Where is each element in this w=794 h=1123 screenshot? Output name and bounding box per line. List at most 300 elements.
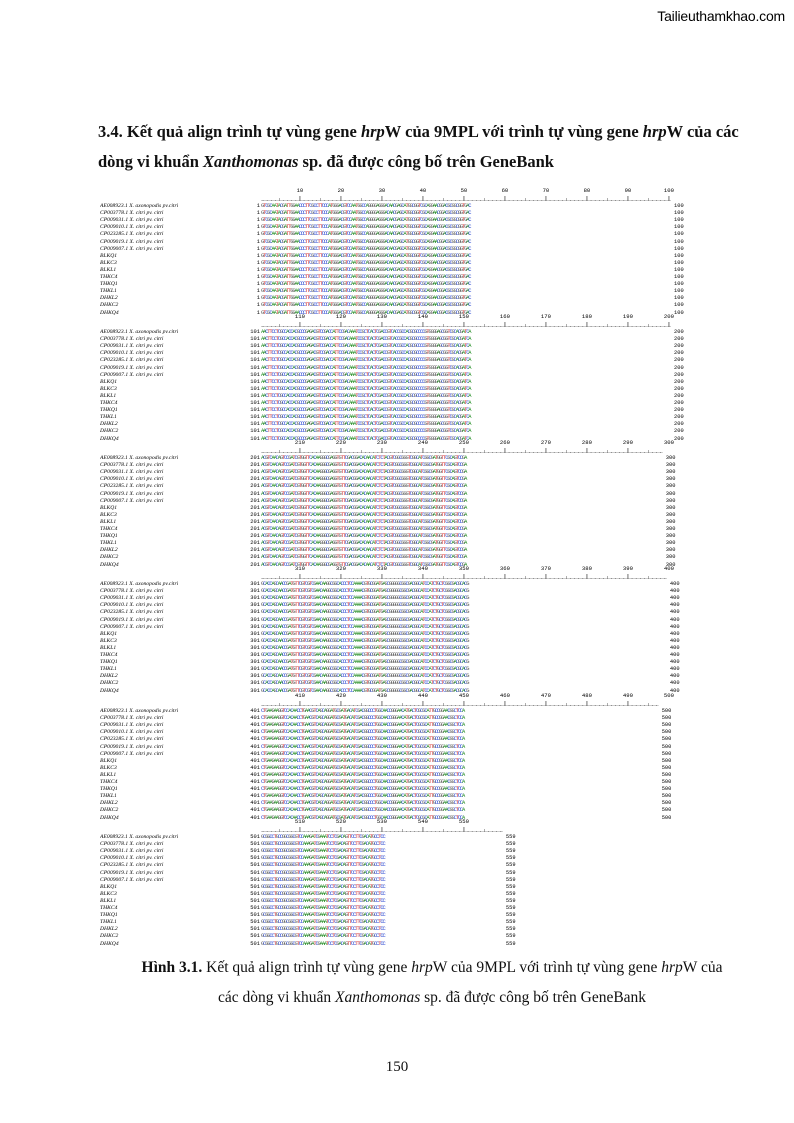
sequence-end: 400 [669, 666, 680, 673]
alignment-row [100, 751, 700, 758]
sequence-start: 1 [256, 224, 260, 231]
sequence-residues: AACTTCCTCGCCACCACGCCCGAGACGTCCGACCATTCCGACAAATCCGCTCACTCGACCGTCACCGCCACGCGCCCCGTGGGGAGCGGTCGCACGATCA [261, 385, 471, 392]
alignment-row [100, 302, 700, 309]
heading-text-3: W của các dòng vi khuẩn [98, 122, 739, 171]
sequence-name: CP009010.1 X. citri pv. citri [100, 224, 164, 231]
sequence-start: 101 [250, 371, 260, 378]
alignment-row [100, 841, 700, 848]
alignment-row [100, 343, 700, 350]
page-number: 150 [385, 1059, 409, 1075]
sequence-end: 500 [661, 736, 672, 743]
ruler-label: 20 [337, 187, 345, 194]
ruler-label: 150 [458, 313, 469, 320]
alignment-row [100, 350, 700, 357]
sequence-end: 300 [665, 490, 676, 497]
alignment-row [100, 609, 700, 616]
sequence-residues: GTCGCAATACGATTGGAACCCTTCGCCTTCCCATGGGACGTCCAATGGCCAGGGGAGGGACAACGAGCATGGCGGTCGCAGGAACGGACGCGGCGGTGAC [261, 281, 471, 288]
sequence-start: 401 [250, 722, 260, 729]
sequence-end: 100 [674, 281, 684, 288]
sequence-name: DHKL2 [100, 926, 118, 933]
ruler-numbers [100, 565, 700, 573]
sequence-end: 500 [661, 757, 672, 764]
sequence-residues: ACGTCAACAGTCCGATCGTGGTTCACAAGGGCGAGGTGTTCGACGGACACAACATCTCTACGTCGGCGGGTCGGCATCGGCGATGGTTCGCAGTCCGA [261, 540, 467, 547]
sequence-start: 301 [250, 616, 260, 623]
sequence-name: CP009031.1 X. citri pv. citri [100, 343, 164, 350]
caption-text-4: các dòng vi khuẩn [217, 989, 336, 1006]
sequence-start: 101 [250, 329, 260, 335]
sequence-start: 401 [250, 771, 260, 778]
alignment-row [100, 680, 700, 687]
sequence-start: 501 [250, 848, 260, 855]
sequence-name: CP009007.1 X. citri pv. citri [100, 245, 164, 252]
sequence-end: 400 [669, 680, 680, 687]
sequence-end: 559 [505, 890, 516, 897]
ruler-label: 290 [622, 439, 633, 446]
sequence-end: 400 [669, 687, 680, 694]
sequence-end: 200 [674, 343, 684, 350]
sequence-residues: GTCGCAATACGATTGGAACCCTTCGCCTTCCCATGGGACGTCCAATGGCCAGGGGAGGGACAACGAGCATGGCGGTCGCAGGAACGGACGCGGCGGTGAC [261, 210, 471, 217]
sequence-start: 501 [250, 933, 260, 940]
ruler-label: 140 [417, 313, 428, 320]
sequence-residues: CTGAAGAAGGTCCACAACCTGAACGTCAGCAGGATGCGATGACATCGACGGCCCTGGCAACCGGGAACATGACTCGCGCATTGCCGGAACGGCTCCA [261, 715, 465, 722]
sequence-end: 100 [674, 245, 684, 252]
sequence-residues: AACTTCCTCGCCACCACGCCCGAGACGTCCGACCATTCCGACAAATCCGCTCACTCGACCGTCACCGCCACGCGCCCCGTGGGGAGCGGTCGCACGATCA [261, 371, 471, 378]
alignment-row [100, 260, 700, 267]
sequence-name: CP023285.1 X. citri pv. citri [100, 483, 164, 490]
alignment-row [100, 786, 700, 793]
alignment-row [100, 673, 700, 680]
alignment-row [100, 554, 700, 561]
sequence-end: 100 [674, 238, 684, 245]
sequence-start: 501 [250, 869, 260, 876]
alignment-row [100, 498, 700, 505]
ruler-label: 160 [499, 313, 510, 320]
sequence-end: 500 [661, 750, 672, 757]
ruler-label: 260 [499, 439, 510, 446]
sequence-name: CP009007.1 X. citri pv. citri [100, 371, 164, 378]
sequence-residues: ACGTCAACAGTCCGATCGTGGTTCACAAGGGCGAGGTGTTCGACGGACACAACATCTCTACGTCGGCGGGTCGGCATCGGCGATGGTTCGCAGTCCGA [261, 561, 467, 568]
sequence-residues: AACTTCCTCGCCACCACGCCCGAGACGTCCGACCATTCCGACAAATCCGCTCACTCGACCGTCACCGCCACGCGCCCCGTGGGGAGCGGTCGCACGATCA [261, 364, 471, 371]
alignment-row [100, 533, 700, 540]
alignment-row [100, 393, 700, 400]
sequence-name: BLKC3 [100, 890, 117, 897]
ruler-label: 300 [663, 439, 674, 446]
sequence-name: CP009019.1 X. citri pv. citri [100, 869, 164, 876]
sequence-start: 401 [250, 800, 260, 807]
sequence-residues: ACGTCAACAGTCCGATCGTGGTTCACAAGGGCGAGGTGTTCGACGGACACAACATCTCTACGTCGGCGGGTCGGCATCGGCGATGGTTCGCAGTCCGA [261, 554, 467, 561]
sequence-residues: CTGAAGAAGGTCCACAACCTGAACGTCAGCAGGATGCGATGACATCGACGGCCCTGGCAACCGGGAACATGACTCGCGCATTGCCGGAACGGCTCCA [261, 786, 465, 793]
sequence-name: CP009031.1 X. citri pv. citri [100, 722, 164, 729]
alignment-row [100, 807, 700, 814]
ruler-label: 210 [294, 439, 305, 446]
sequence-name: THKC4 [100, 652, 118, 658]
sequence-end: 500 [661, 722, 672, 729]
alignment-row [100, 729, 700, 736]
alignment-row [100, 744, 700, 751]
sequence-name: CP003778.1 X. citri pv. citri [100, 841, 164, 848]
sequence-start: 1 [256, 266, 260, 273]
sequence-start: 101 [250, 357, 260, 364]
sequence-start: 101 [250, 378, 260, 385]
alignment-block [100, 313, 700, 442]
sequence-name: AE008923.1 X. axonopodis pv.citri [100, 834, 179, 840]
sequence-start: 401 [250, 708, 260, 714]
sequence-name: DHKC2 [100, 428, 119, 435]
alignment-row [100, 926, 700, 933]
alignment-row [100, 884, 700, 891]
sequence-residues: CTGAAGAAGGTCCACAACCTGAACGTCAGCAGGATGCGATGACATCGACGGCCCTGGCAACCGGGAACATGACTCGCGCATTGCCGGAACGGCTCCA [261, 771, 465, 778]
sequence-residues: GCACCAGCAACCGATGTTCGTCGTCGAACAAGGCGGCACCCTCCAAAACGTGCGGATGAGCGGGGGCGGCGACGGCATCCATCTGCTCGGCGACGCACG [261, 687, 469, 694]
alignment-row [100, 400, 700, 407]
sequence-name: BLKC3 [100, 259, 117, 266]
sequence-end: 400 [669, 652, 680, 658]
alignment-row [100, 645, 700, 652]
sequence-start: 1 [256, 210, 260, 217]
site-watermark: Tailieuthamkhao.com [657, 8, 785, 24]
ruler-label: 390 [622, 565, 633, 572]
sequence-residues: ACGTCAACAGTCCGATCGTGGTTCACAAGGGCGAGGTGTTCGACGGACACAACATCTCTACGTCGGCGGGTCGGCATCGGCGATGGTTCGCAGTCCGA [261, 511, 467, 518]
sequence-residues: GCGGCCTGCCGGCGGCGTCCAAAGATCGAAATCCTCGACAGTTCCTTCGACATGCCTCC [261, 933, 385, 940]
sequence-name: CP009007.1 X. citri pv. citri [100, 497, 164, 504]
ruler-numbers [100, 439, 700, 447]
sequence-start: 201 [250, 490, 260, 497]
ruler-label: 410 [294, 692, 305, 699]
sequence-name: DHKL2 [100, 673, 118, 680]
alignment-block [100, 187, 700, 316]
sequence-residues: GTCGCAATACGATTGGAACCCTTCGCCTTCCCATGGGACGTCCAATGGCCAGGGGAGGGACAACGAGCATGGCGGTCGCAGGAACGGACGCGGCGGTGAC [261, 245, 471, 252]
sequence-residues: CTGAAGAAGGTCCACAACCTGAACGTCAGCAGGATGCGATGACATCGACGGCCCTGGCAACCGGGAACATGACTCGCGCATTGCCGGAACGGCTCCA [261, 729, 465, 736]
ruler-label: 370 [540, 565, 551, 572]
sequence-residues: ACGTCAACAGTCCGATCGTGGTTCACAAGGGCGAGGTGTTCGACGGACACAACATCTCTACGTCGGCGGGTCGGCATCGGCGATGGTTCGCAGTCCGA [261, 455, 467, 461]
sequence-residues: CTGAAGAAGGTCCACAACCTGAACGTCAGCAGGATGCGATGACATCGACGGCCCTGGCAACCGGGAACATGACTCGCGCATTGCCGGAACGGCTCCA [261, 793, 465, 800]
sequence-name: BLKC3 [100, 385, 117, 392]
ruler-label: 360 [499, 565, 510, 572]
sequence-residues: ACGTCAACAGTCCGATCGTGGTTCACAAGGGCGAGGTGTTCGACGGACACAACATCTCTACGTCGGCGGGTCGGCATCGGCGATGGTTCGCAGTCCGA [261, 533, 467, 540]
sequence-start: 301 [250, 666, 260, 673]
ruler-ticks [100, 447, 700, 453]
sequence-name: THKC4 [100, 905, 118, 911]
sequence-residues: GTCGCAATACGATTGGAACCCTTCGCCTTCCCATGGGACGTCCAATGGCCAGGGGAGGGACAACGAGCATGGCGGTCGCAGGAACGGACGCGGCGGTGAC [261, 295, 471, 302]
sequence-residues: CTGAAGAAGGTCCACAACCTGAACGTCAGCAGGATGCGATGACATCGACGGCCCTGGCAACCGGGAACATGACTCGCGCATTGCCGGAACGGCTCCA [261, 750, 465, 757]
sequence-name: CP009031.1 X. citri pv. citri [100, 848, 164, 855]
sequence-start: 1 [256, 259, 260, 266]
alignment-row [100, 491, 700, 498]
sequence-name: DHKL2 [100, 547, 118, 554]
sequence-end: 300 [665, 476, 676, 483]
sequence-start: 401 [250, 814, 260, 821]
alignment-row [100, 469, 700, 476]
sequence-end: 559 [505, 897, 516, 904]
sequence-end: 200 [674, 378, 684, 385]
sequence-end: 100 [674, 295, 684, 302]
ruler-label: 110 [294, 313, 305, 320]
alignment-row [100, 624, 700, 631]
sequence-end: 500 [661, 814, 672, 821]
caption-label: Hình 3.1. [141, 959, 203, 976]
sequence-name: CP023285.1 X. citri pv. citri [100, 862, 164, 869]
ruler-label: 40 [419, 187, 427, 194]
ruler-label: 190 [622, 313, 633, 320]
sequence-residues: GTCGCAATACGATTGGAACCCTTCGCCTTCCCATGGGACGTCCAATGGCCAGGGGAGGGACAACGAGCATGGCGGTCGCAGGAACGGACGCGGCGGTGAC [261, 309, 471, 316]
sequence-residues: ACGTCAACAGTCCGATCGTGGTTCACAAGGGCGAGGTGTTCGACGGACACAACATCTCTACGTCGGCGGGTCGGCATCGGCGATGGTTCGCAGTCCGA [261, 526, 467, 532]
sequence-residues: GCGGCCTGCCGGCGGCGTCCAAAGATCGAAATCCTCGACAGTTCCTTCGACATGCCTCC [261, 855, 385, 862]
sequence-start: 301 [250, 623, 260, 630]
sequence-end: 400 [669, 588, 680, 595]
ruler-ticks [100, 195, 700, 201]
sequence-residues: CTGAAGAAGGTCCACAACCTGAACGTCAGCAGGATGCGATGACATCGACGGCCCTGGCAACCGGGAACATGACTCGCGCATTGCCGGAACGGCTCCA [261, 708, 465, 714]
alignment-row [100, 758, 700, 765]
alignment-row [100, 455, 700, 462]
sequence-residues: CTGAAGAAGGTCCACAACCTGAACGTCAGCAGGATGCGATGACATCGACGGCCCTGGCAACCGGGAACATGACTCGCGCATTGCCGGAACGGCTCCA [261, 807, 465, 814]
sequence-residues: ACGTCAACAGTCCGATCGTGGTTCACAAGGGCGAGGTGTTCGACGGACACAACATCTCTACGTCGGCGGGTCGGCATCGGCGATGGTTCGCAGTCCGA [261, 497, 467, 504]
alignment-row [100, 617, 700, 624]
ruler-label: 320 [335, 565, 346, 572]
sequence-end: 559 [505, 905, 516, 911]
sequence-residues: AACTTCCTCGCCACCACGCCCGAGACGTCCGACCATTCCGACAAATCCGCTCACTCGACCGTCACCGCCACGCGCCCCGTGGGGAGCGGTCGCACGATCA [261, 392, 471, 399]
sequence-end: 500 [661, 764, 672, 771]
sequence-residues: GCACCAGCAACCGATGTTCGTCGTCGAACAAGGCGGCACCCTCCAAAACGTGCGGATGAGCGGGGGCGGCGACGGCATCCATCTGCTCGGCGACGCACG [261, 666, 469, 673]
sequence-start: 401 [250, 764, 260, 771]
sequence-residues: AACTTCCTCGCCACCACGCCCGAGACGTCCGACCATTCCGACAAATCCGCTCACTCGACCGTCACCGCCACGCGCCCCGTGGGGAGCGGTCGCACGATCA [261, 336, 471, 343]
ruler-label: 280 [581, 439, 592, 446]
sequence-residues: GCACCAGCAACCGATGTTCGTCGTCGAACAAGGCGGCACCCTCCAAAACGTGCGGATGAGCGGGGGCGGCGACGGCATCCATCTGCTCGGCGACGCACG [261, 623, 469, 630]
sequence-start: 1 [256, 238, 260, 245]
sequence-name: THKQ1 [100, 659, 118, 666]
sequence-residues: GTCGCAATACGATTGGAACCCTTCGCCTTCCCATGGGACGTCCAATGGCCAGGGGAGGGACAACGAGCATGGCGGTCGCAGGAACGGACGCGGCGGTGAC [261, 274, 471, 280]
ruler-label: 270 [540, 439, 551, 446]
alignment-row [100, 862, 700, 869]
alignment-row [100, 421, 700, 428]
sequence-end: 500 [661, 793, 672, 800]
sequence-residues: AACTTCCTCGCCACCACGCCCGAGACGTCCGACCATTCCGACAAATCCGCTCACTCGACCGTCACCGCCACGCGCCCCGTGGGGAGCGGTCGCACGATCA [261, 428, 471, 435]
sequence-name: AE008923.1 X. axonopodis pv.citri [100, 329, 179, 335]
heading-gene-1: hrp [360, 122, 385, 141]
sequence-start: 201 [250, 533, 260, 540]
sequence-start: 201 [250, 526, 260, 532]
sequence-start: 301 [250, 588, 260, 595]
sequence-end: 559 [505, 933, 516, 940]
alignment-row [100, 372, 700, 379]
ruler-label: 240 [417, 439, 428, 446]
sequence-start: 201 [250, 469, 260, 476]
sequence-start: 401 [250, 793, 260, 800]
ruler-numbers [100, 692, 700, 700]
alignment-row [100, 800, 700, 807]
alignment-row [100, 519, 700, 526]
sequence-residues: AACTTCCTCGCCACCACGCCCGAGACGTCCGACCATTCCGACAAATCCGCTCACTCGACCGTCACCGCCACGCGCCCCGTGGGGAGCGGTCGCACGATCA [261, 350, 471, 357]
sequence-residues: ACGTCAACAGTCCGATCGTGGTTCACAAGGGCGAGGTGTTCGACGGACACAACATCTCTACGTCGGCGGGTCGGCATCGGCGATGGTTCGCAGTCCGA [261, 547, 467, 554]
sequence-end: 100 [674, 302, 684, 309]
sequence-start: 401 [250, 779, 260, 785]
alignment-row [100, 877, 700, 884]
sequence-name: AE008923.1 X. axonopodis pv.citri [100, 455, 179, 461]
ruler-label: 490 [622, 692, 633, 699]
sequence-start: 401 [250, 743, 260, 750]
sequence-end: 559 [505, 834, 516, 840]
sequence-start: 501 [250, 876, 260, 883]
sequence-start: 501 [250, 897, 260, 904]
heading-text-2: W của 9MPL với trình tự vùng gene [384, 122, 643, 141]
sequence-end: 200 [674, 350, 684, 357]
heading-text-4: sp. đã được công bố trên GeneBank [298, 152, 554, 171]
sequence-end: 400 [669, 616, 680, 623]
alignment-row [100, 210, 700, 217]
ruler-label: 500 [663, 692, 674, 699]
ruler-label: 200 [663, 313, 674, 320]
sequence-end: 500 [661, 800, 672, 807]
sequence-name: AE008923.1 X. axonopodis pv.citri [100, 203, 179, 209]
alignment-row [100, 505, 700, 512]
sequence-start: 301 [250, 595, 260, 602]
sequence-end: 400 [669, 644, 680, 651]
sequence-start: 1 [256, 281, 260, 288]
alignment-row [100, 428, 700, 435]
sequence-end: 300 [665, 518, 676, 525]
sequence-end: 100 [674, 224, 684, 231]
sequence-name: CP009010.1 X. citri pv. citri [100, 855, 164, 862]
alignment-row [100, 246, 700, 253]
alignment-row [100, 288, 700, 295]
caption-text-3: W của [682, 959, 723, 976]
alignment-row [100, 588, 700, 595]
ruler-label: 230 [376, 439, 387, 446]
alignment-block [100, 439, 700, 568]
sequence-residues: GCGGCCTGCCGGCGGCGTCCAAAGATCGAAATCCTCGACAGTTCCTTCGACATGCCTCC [261, 919, 385, 926]
sequence-name: DHKQ4 [100, 687, 119, 694]
alignment-row [100, 336, 700, 343]
sequence-residues: AACTTCCTCGCCACCACGCCCGAGACGTCCGACCATTCCGACAAATCCGCTCACTCGACCGTCACCGCCACGCGCCCCGTGGGGAGCGGTCGCACGATCA [261, 414, 471, 421]
sequence-name: THKC4 [100, 526, 118, 532]
sequence-start: 501 [250, 862, 260, 869]
sequence-name: DHKQ4 [100, 309, 119, 316]
ruler-label: 450 [458, 692, 469, 699]
sequence-end: 300 [665, 540, 676, 547]
sequence-start: 401 [250, 715, 260, 722]
sequence-end: 300 [665, 526, 676, 532]
sequence-start: 501 [250, 834, 260, 840]
ruler-ticks [100, 573, 700, 579]
sequence-start: 301 [250, 637, 260, 644]
heading-gene-2: hrp [642, 122, 667, 141]
sequence-start: 301 [250, 673, 260, 680]
sequence-residues: AACTTCCTCGCCACCACGCCCGAGACGTCCGACCATTCCGACAAATCCGCTCACTCGACCGTCACCGCCACGCGCCCCGTGGGGAGCGGTCGCACGATCA [261, 421, 471, 428]
sequence-start: 501 [250, 890, 260, 897]
sequence-start: 101 [250, 435, 260, 442]
sequence-name: DHKQ4 [100, 435, 119, 442]
sequence-start: 201 [250, 554, 260, 561]
sequence-residues: GTCGCAATACGATTGGAACCCTTCGCCTTCCCATGGGACGTCCAATGGCCAGGGGAGGGACAACGAGCATGGCGGTCGCAGGAACGGACGCGGCGGTGAC [261, 302, 471, 309]
ruler-label: 50 [460, 187, 468, 194]
sequence-start: 101 [250, 407, 260, 414]
alignment-row [100, 793, 700, 800]
sequence-name: DHKC2 [100, 554, 119, 561]
sequence-name: THKL1 [100, 414, 117, 421]
sequence-start: 1 [256, 231, 260, 238]
sequence-start: 501 [250, 940, 260, 947]
sequence-residues: GCACCAGCAACCGATGTTCGTCGTCGAACAAGGCGGCACCCTCCAAAACGTGCGGATGAGCGGGGGCGGCGACGGCATCCATCTGCTCGGCGACGCACG [261, 609, 469, 616]
sequence-end: 100 [674, 217, 684, 224]
alignment-row [100, 512, 700, 519]
sequence-end: 200 [674, 407, 684, 414]
ruler-label: 430 [376, 692, 387, 699]
sequence-residues: AACTTCCTCGCCACCACGCCCGAGACGTCCGACCATTCCGACAAATCCGCTCACTCGACCGTCACCGCCACGCGCCCCGTGGGGAGCGGTCGCACGATCA [261, 400, 471, 406]
sequence-residues: GCACCAGCAACCGATGTTCGTCGTCGAACAAGGCGGCACCCTCCAAAACGTGCGGATGAGCGGGGGCGGCGACGGCATCCATCTGCTCGGCGACGCACG [261, 673, 469, 680]
sequence-end: 400 [669, 602, 680, 609]
sequence-start: 101 [250, 385, 260, 392]
sequence-start: 401 [250, 757, 260, 764]
sequence-residues: GCACCAGCAACCGATGTTCGTCGTCGAACAAGGCGGCACCCTCCAAAACGTGCGGATGAGCGGGGGCGGCGACGGCATCCATCTGCTCGGCGACGCACG [261, 659, 469, 666]
sequence-start: 101 [250, 421, 260, 428]
sequence-name: CP009007.1 X. citri pv. citri [100, 623, 164, 630]
ruler-label: 130 [376, 313, 387, 320]
ruler-label: 60 [501, 187, 509, 194]
sequence-end: 500 [661, 807, 672, 814]
sequence-start: 301 [250, 609, 260, 616]
sequence-name: CP009031.1 X. citri pv. citri [100, 217, 164, 224]
sequence-start: 101 [250, 392, 260, 399]
heading-text-1: 3.4. Kết quả align trình tự vùng gene [98, 122, 361, 141]
sequence-start: 401 [250, 729, 260, 736]
sequence-start: 1 [256, 302, 260, 309]
sequence-start: 101 [250, 343, 260, 350]
sequence-residues: CTGAAGAAGGTCCACAACCTGAACGTCAGCAGGATGCGATGACATCGACGGCCCTGGCAACCGGGAACATGACTCGCGCATTGCCGGAACGGCTCCA [261, 722, 465, 729]
sequence-start: 1 [256, 217, 260, 224]
sequence-name: BLKQ1 [100, 504, 118, 511]
sequence-start: 201 [250, 483, 260, 490]
sequence-end: 300 [665, 483, 676, 490]
sequence-start: 101 [250, 336, 260, 343]
sequence-name: CP009019.1 X. citri pv. citri [100, 364, 164, 371]
ruler-label: 80 [583, 187, 591, 194]
sequence-name: THKL1 [100, 666, 117, 673]
sequence-name: THKL1 [100, 919, 117, 926]
ruler-label: 70 [542, 187, 550, 194]
sequence-end: 100 [674, 259, 684, 266]
section-heading [98, 117, 766, 177]
ruler-label: 380 [581, 565, 592, 572]
sequence-name: BLKQ1 [100, 883, 118, 890]
sequence-name: THKQ1 [100, 281, 118, 288]
sequence-end: 200 [674, 385, 684, 392]
sequence-end: 200 [674, 428, 684, 435]
sequence-name: BLKQ1 [100, 757, 118, 764]
sequence-end: 200 [674, 357, 684, 364]
sequence-end: 500 [661, 708, 672, 714]
ruler-label: 220 [335, 439, 346, 446]
sequence-start: 201 [250, 518, 260, 525]
sequence-residues: GCGGCCTGCCGGCGGCGTCCAAAGATCGAAATCCTCGACAGTTCCTTCGACATGCCTCC [261, 940, 385, 947]
alignment-row [100, 602, 700, 609]
sequence-end: 100 [674, 288, 684, 295]
sequence-start: 501 [250, 855, 260, 862]
sequence-start: 401 [250, 736, 260, 743]
sequence-start: 201 [250, 540, 260, 547]
sequence-name: DHKC2 [100, 933, 119, 940]
sequence-name: THKC4 [100, 779, 118, 785]
ruler-numbers [100, 313, 700, 321]
caption-genus: Xanthomonas [335, 989, 421, 1006]
alignment-row [100, 547, 700, 554]
sequence-name: THKQ1 [100, 407, 118, 414]
sequence-start: 1 [256, 252, 260, 259]
alignment-row [100, 834, 700, 841]
alignment-row [100, 912, 700, 919]
alignment-row [100, 379, 700, 386]
alignment-row [100, 631, 700, 638]
sequence-name: CP009007.1 X. citri pv. citri [100, 750, 164, 757]
sequence-start: 201 [250, 462, 260, 469]
sequence-name: CP009019.1 X. citri pv. citri [100, 490, 164, 497]
